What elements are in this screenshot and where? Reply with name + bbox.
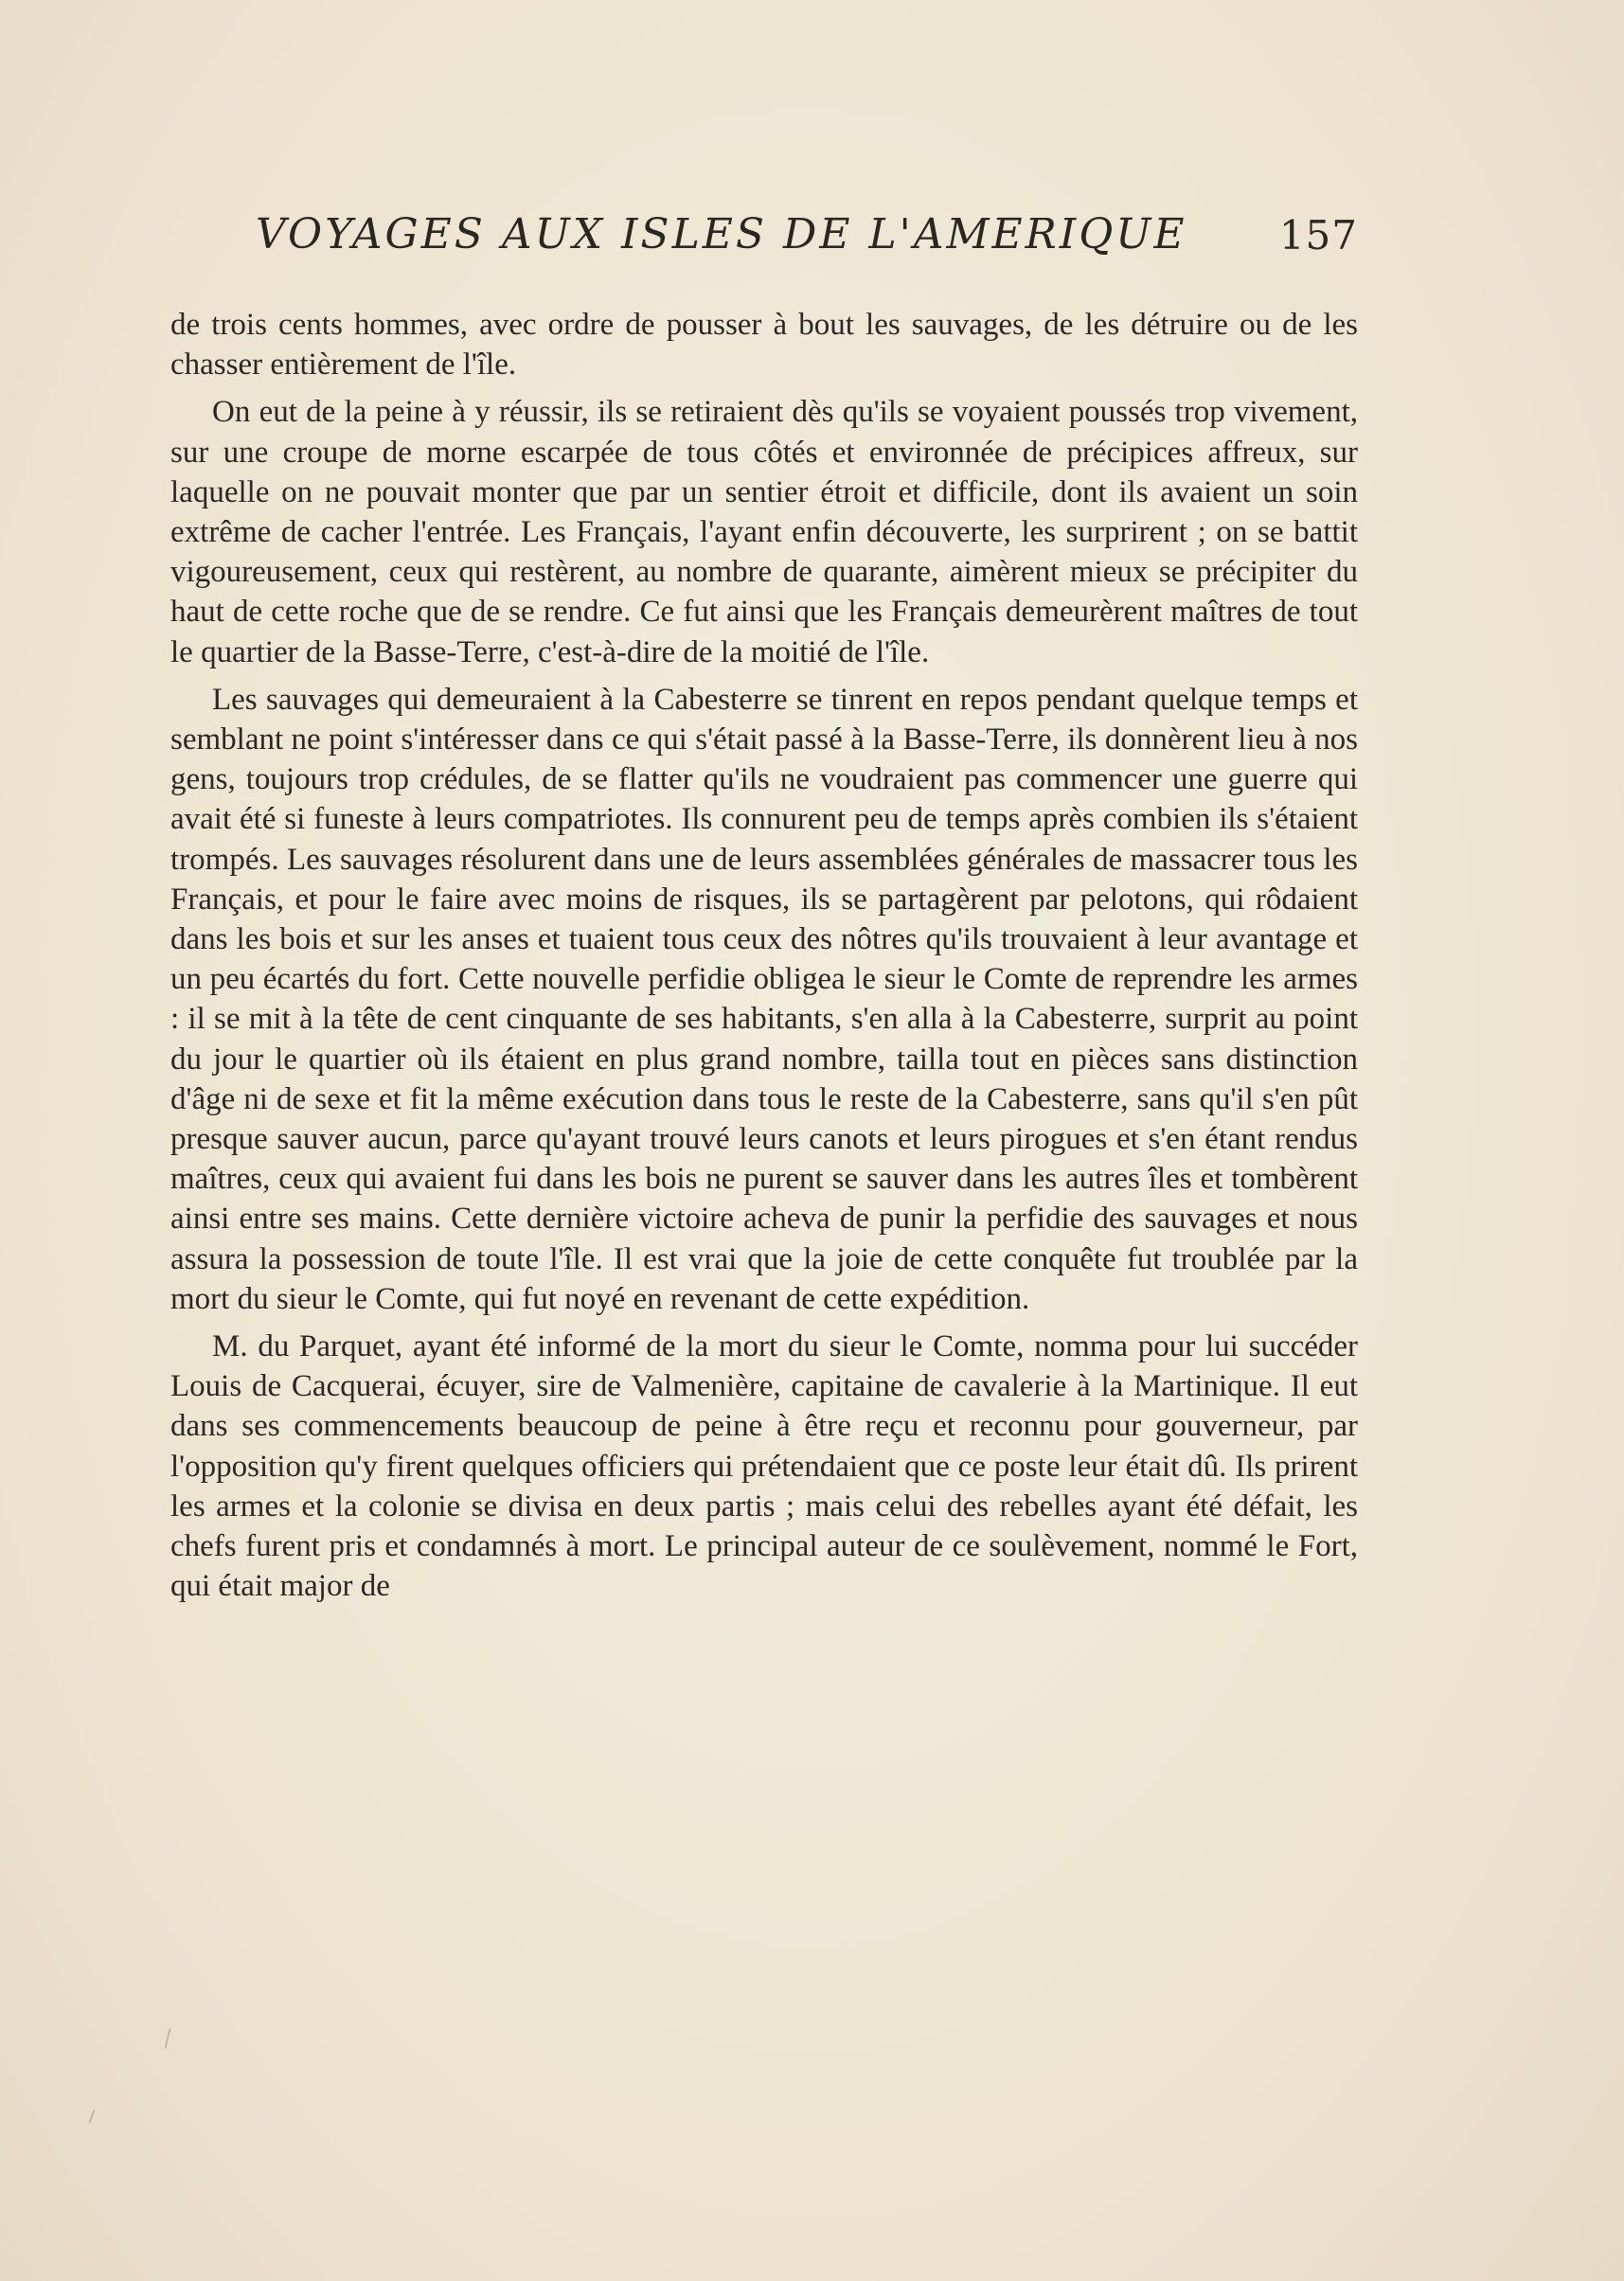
paper-mark	[164, 2028, 170, 2049]
paragraph-4: M. du Parquet, ayant été informé de la mort du sieur le Comte, nomma pour lui succéder Louis de Cacquerai, écuyer, sire de Valmenière, capitaine de cavalerie à la Martinique. Il eut dans ses commencements beaucoup de peine à être reçu et reconnu pour gouverneur, par l'opposition qu'y firent quelques officiers qui prétendaient que ce poste leur était dû. Ils prirent les armes et la colonie se divisa en deux partis ; mais celui des rebelles ayant été défait, les chefs furent pris et condamnés à mort. Le principal auteur de ce soulèvement, nommé le Fort, qui était major de	[170, 1329, 1358, 1604]
page-number: 157	[1278, 212, 1358, 258]
paragraph-3: Les sauvages qui demeuraient à la Cabesterre se tinrent en repos pendant quelque temps et semblant ne point s'intéresser dans ce qui s'était passé à la Basse-Terre, ils donnèrent lieu à nos gens, toujours trop crédules, de se flatter qu'ils ne voudraient pas commencer une guerre qui avait été si funeste à leurs compatriotes. Ils connurent peu de temps après combien ils s'étaient trompés. Les sauvages résolurent dans une de leurs assemblées générales de massacrer tous les Français, et pour le faire avec moins de risques, ils se partagèrent par pelotons, qui rôdaient dans les bois et sur les anses et tuaient tous ceux des nôtres qu'ils trouvaient à leur avantage et un peu écartés du fort. Cette nouvelle perfidie obligea le sieur le Comte de reprendre les armes : il se mit à la tête de cent cinquante de ses habitants, s'en alla à la Cabesterre, surprit au point du jour le quartier où ils étaient en plus grand nombre, tailla tout en pièces sans distinction d'âge ni de sexe et fit la même exécution dans tous le reste de la Cabesterre, sans qu'il s'en pût presque sauver aucun, parce qu'ayant trouvé leurs canots et leurs pirogues et s'en étant rendus maîtres, ceux qui avaient fui dans les bois ne purent se sauver dans les autres îles et tombèrent ainsi entre ses mains. Cette dernière victoire acheva de punir la perfidie des sauvages et nous assura la possession de toute l'île. Il est vrai que la joie de cette conquête fut troublée par la mort du sieur le Comte, qui fut noyé en revenant de cette expédition.	[170, 682, 1358, 1316]
running-title: VOYAGES AUX ISLES DE L'AMERIQUE	[256, 210, 1187, 258]
body-text	[170, 305, 1358, 1607]
page-header	[256, 210, 1358, 267]
paragraph-1: de trois cents hommes, avec ordre de pousser à bout les sauvages, de les détruire ou de les chasser entièrement de l'île.	[170, 308, 1358, 383]
paper-mark	[89, 2110, 96, 2123]
paragraph-2: On eut de la peine à y réussir, ils se retiraient dès qu'ils se voyaient poussés trop vivement, sur une croupe de morne escarpée de tous côtés et environnée de précipices affreux, sur laquelle on ne pouvait monter que par un sentier étroit et difficile, dont ils avaient un soin extrême de cacher l'entrée. Les Français, l'ayant enfin découverte, les surprirent ; on se battit vigoureusement, ceux qui restèrent, au nombre de quarante, aimèrent mieux se précipiter du haut de cette roche que de se rendre. Ce fut ainsi que les Français demeurèrent maîtres de tout le quartier de la Basse-Terre, c'est-à-dire de la moitié de l'île.	[170, 395, 1358, 669]
